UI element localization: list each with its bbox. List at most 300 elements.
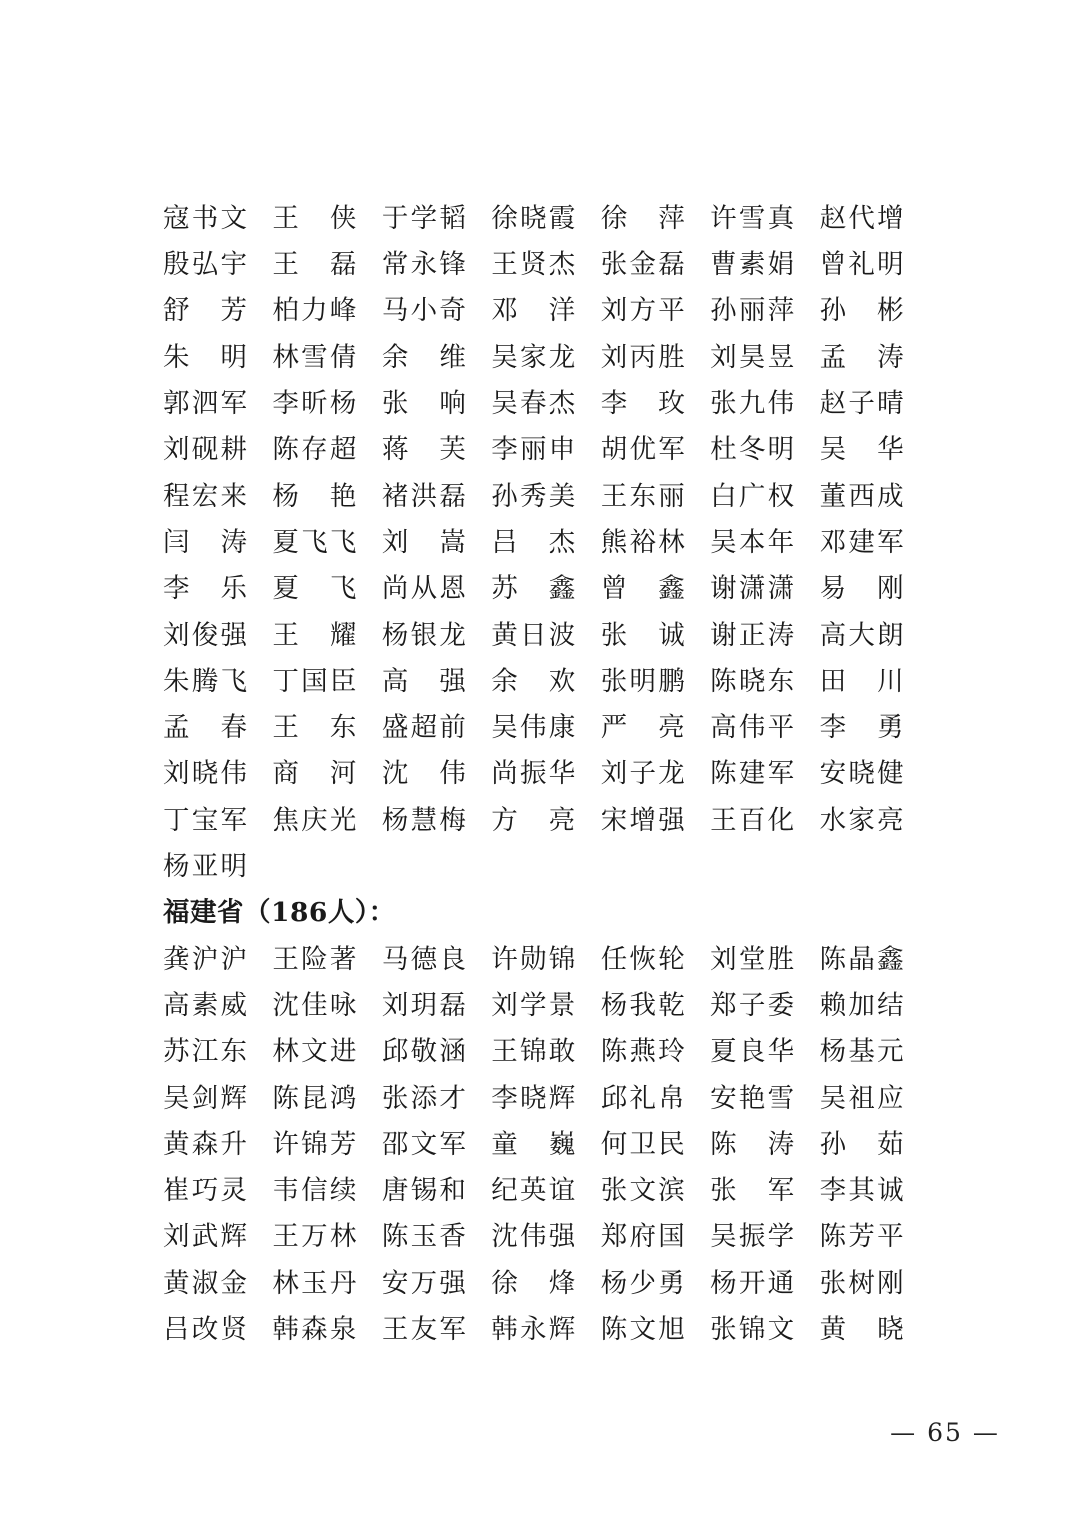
name-char: 巍 bbox=[548, 1128, 576, 1160]
name-char: 陈 bbox=[710, 758, 737, 790]
name-char: 银 bbox=[410, 619, 438, 651]
name-char: 张 bbox=[381, 1082, 409, 1114]
name-char: 景 bbox=[548, 989, 576, 1021]
name-char: 玉 bbox=[410, 1221, 438, 1253]
person-name bbox=[163, 341, 247, 373]
name-char: 耀 bbox=[329, 619, 357, 651]
name-char: 强 bbox=[220, 619, 247, 651]
name-char: 寇 bbox=[163, 202, 190, 234]
name-char: 弘 bbox=[191, 249, 219, 281]
name-char: 光 bbox=[329, 804, 357, 836]
name-char: 宝 bbox=[191, 804, 219, 836]
name-char: 吕 bbox=[491, 526, 518, 558]
name-char: 安 bbox=[381, 1267, 409, 1299]
person-name bbox=[491, 434, 576, 466]
name-char: 伟 bbox=[220, 758, 247, 790]
name-char: 焦 bbox=[272, 804, 299, 836]
name-char: 德 bbox=[410, 943, 438, 975]
name-char: 诚 bbox=[877, 1175, 904, 1207]
name-row bbox=[163, 937, 929, 983]
person-name bbox=[491, 1221, 576, 1253]
person-name bbox=[819, 295, 904, 327]
name-char: 李 bbox=[491, 434, 518, 466]
person-name bbox=[710, 758, 795, 790]
name-char: 书 bbox=[191, 202, 219, 234]
person-name bbox=[710, 1128, 795, 1160]
name-char: 丹 bbox=[329, 1267, 357, 1299]
name-char: 友 bbox=[410, 1314, 438, 1346]
person-name bbox=[381, 1314, 466, 1346]
name-char: 吴 bbox=[491, 341, 518, 373]
name-char: 刘 bbox=[381, 526, 409, 558]
name-char: 锦 bbox=[520, 1036, 547, 1068]
name-char: 余 bbox=[491, 665, 518, 697]
person-name bbox=[819, 1036, 904, 1068]
person-name bbox=[272, 758, 357, 790]
person-name bbox=[272, 249, 357, 281]
name-char: 西 bbox=[848, 480, 875, 512]
name-char: 东 bbox=[329, 712, 357, 744]
name-row bbox=[163, 474, 929, 520]
name-list-content bbox=[163, 196, 929, 1353]
name-char: 慧 bbox=[410, 804, 438, 836]
name-char: 黄 bbox=[163, 1128, 190, 1160]
person-name bbox=[381, 943, 466, 975]
name-char: 咏 bbox=[329, 989, 357, 1021]
name-char: 和 bbox=[439, 1175, 466, 1207]
person-name bbox=[491, 573, 576, 605]
name-char: 锦 bbox=[548, 943, 576, 975]
name-char: 郭 bbox=[163, 388, 190, 420]
person-name bbox=[163, 1314, 247, 1346]
name-char: 庆 bbox=[301, 804, 328, 836]
person-name bbox=[819, 804, 904, 836]
name-char: 平 bbox=[658, 295, 685, 327]
name-char: 杨 bbox=[600, 1267, 628, 1299]
name-char: 尚 bbox=[381, 573, 409, 605]
name-char: 伟 bbox=[520, 1221, 547, 1253]
name-char: 商 bbox=[272, 758, 299, 790]
name-char: 森 bbox=[301, 1314, 328, 1346]
name-char: 夏 bbox=[272, 526, 299, 558]
name-char: 健 bbox=[877, 758, 904, 790]
name-char: 朱 bbox=[163, 341, 190, 373]
person-name bbox=[819, 1128, 904, 1160]
name-char: 飞 bbox=[301, 526, 328, 558]
person-name bbox=[710, 712, 795, 744]
person-name bbox=[163, 712, 247, 744]
name-char: 轮 bbox=[658, 943, 685, 975]
person-name bbox=[600, 1267, 685, 1299]
name-char: 华 bbox=[767, 1036, 795, 1068]
name-char: 王 bbox=[710, 804, 737, 836]
name-char: 勋 bbox=[520, 943, 547, 975]
name-char: 信 bbox=[301, 1175, 328, 1207]
name-char: 方 bbox=[629, 295, 656, 327]
name-char: 辉 bbox=[548, 1082, 576, 1114]
name-char: 张 bbox=[600, 665, 628, 697]
name-char: 水 bbox=[819, 804, 847, 836]
name-char: 振 bbox=[738, 1221, 766, 1253]
name-char: 超 bbox=[329, 434, 357, 466]
person-name bbox=[710, 249, 795, 281]
person-name bbox=[710, 1221, 795, 1253]
name-char: 险 bbox=[301, 943, 328, 975]
name-char: 军 bbox=[767, 1175, 795, 1207]
name-char: 本 bbox=[738, 526, 766, 558]
name-char: 崔 bbox=[163, 1175, 190, 1207]
person-name bbox=[491, 1314, 576, 1346]
name-char: 谊 bbox=[548, 1175, 576, 1207]
name-char: 陈 bbox=[272, 434, 299, 466]
name-char: 飞 bbox=[329, 526, 357, 558]
name-char: 响 bbox=[439, 388, 466, 420]
name-char: 英 bbox=[520, 1175, 547, 1207]
name-char: 平 bbox=[767, 712, 795, 744]
name-char: 军 bbox=[877, 526, 904, 558]
name-char: 刘 bbox=[381, 989, 409, 1021]
name-char: 高 bbox=[163, 989, 190, 1021]
name-char: 胡 bbox=[600, 434, 628, 466]
name-char: 欢 bbox=[548, 665, 576, 697]
person-name bbox=[163, 1175, 247, 1207]
person-name bbox=[163, 665, 247, 697]
name-char: 雪 bbox=[738, 202, 766, 234]
name-char: 堂 bbox=[738, 943, 766, 975]
name-char: 丙 bbox=[629, 341, 656, 373]
name-char: 金 bbox=[629, 249, 656, 281]
person-name bbox=[163, 1082, 247, 1114]
name-char: 辉 bbox=[548, 1314, 576, 1346]
name-char: 舒 bbox=[163, 295, 190, 327]
name-char: 建 bbox=[738, 758, 766, 790]
person-name bbox=[272, 1082, 357, 1114]
name-char: 小 bbox=[410, 295, 438, 327]
name-char: 冬 bbox=[738, 434, 766, 466]
name-char: 亚 bbox=[191, 851, 219, 883]
name-char: 香 bbox=[439, 1221, 466, 1253]
person-name bbox=[710, 1082, 795, 1114]
name-row bbox=[163, 381, 929, 427]
name-char: 王 bbox=[272, 1221, 299, 1253]
name-char: 锋 bbox=[439, 249, 466, 281]
name-char: 王 bbox=[491, 1036, 518, 1068]
name-char: 代 bbox=[848, 202, 875, 234]
name-char: 佳 bbox=[301, 989, 328, 1021]
name-char: 闫 bbox=[163, 526, 190, 558]
name-char: 明 bbox=[877, 249, 904, 281]
person-name bbox=[600, 202, 685, 234]
person-name bbox=[163, 989, 247, 1021]
name-char: 飞 bbox=[329, 573, 357, 605]
person-name bbox=[710, 1175, 795, 1207]
person-name bbox=[272, 341, 357, 373]
name-char: 刚 bbox=[877, 573, 904, 605]
name-char: 潇 bbox=[767, 573, 795, 605]
name-char: 伟 bbox=[738, 712, 766, 744]
name-char: 倩 bbox=[329, 341, 357, 373]
name-char: 年 bbox=[767, 526, 795, 558]
person-name bbox=[600, 1221, 685, 1253]
name-char: 昊 bbox=[738, 341, 766, 373]
person-name bbox=[710, 573, 795, 605]
name-char: 勇 bbox=[658, 1267, 685, 1299]
name-char: 龙 bbox=[658, 758, 685, 790]
person-name bbox=[272, 989, 357, 1021]
name-char: 军 bbox=[220, 804, 247, 836]
name-char: 邱 bbox=[381, 1036, 409, 1068]
name-char: 辉 bbox=[220, 1221, 247, 1253]
name-char: 申 bbox=[548, 434, 576, 466]
person-name bbox=[163, 480, 247, 512]
name-char: 陈 bbox=[710, 1128, 737, 1160]
person-name bbox=[819, 526, 904, 558]
name-char: 著 bbox=[329, 943, 357, 975]
name-char: 陈 bbox=[272, 1082, 299, 1114]
person-name bbox=[163, 1128, 247, 1160]
name-char: 磊 bbox=[439, 989, 466, 1021]
name-char: 素 bbox=[191, 989, 219, 1021]
name-row bbox=[163, 242, 929, 288]
person-name bbox=[600, 434, 685, 466]
name-char: 郑 bbox=[710, 989, 737, 1021]
name-char: 艳 bbox=[329, 480, 357, 512]
name-char: 杨 bbox=[381, 619, 409, 651]
name-char: 孙 bbox=[710, 295, 737, 327]
person-name bbox=[491, 341, 576, 373]
name-char: 通 bbox=[767, 1267, 795, 1299]
name-char: 宏 bbox=[191, 480, 219, 512]
name-char: 王 bbox=[272, 202, 299, 234]
name-char: 乾 bbox=[658, 989, 685, 1021]
person-name bbox=[272, 619, 357, 651]
name-char: 萍 bbox=[658, 202, 685, 234]
name-char: 陈 bbox=[600, 1314, 628, 1346]
person-name bbox=[491, 202, 576, 234]
name-char: 杨 bbox=[819, 1036, 847, 1068]
name-char: 优 bbox=[629, 434, 656, 466]
person-name bbox=[381, 1128, 466, 1160]
name-char: 严 bbox=[600, 712, 628, 744]
name-char: 孙 bbox=[819, 295, 847, 327]
name-char: 林 bbox=[272, 1267, 299, 1299]
name-char: 子 bbox=[629, 758, 656, 790]
person-name bbox=[381, 202, 466, 234]
name-char: 张 bbox=[600, 249, 628, 281]
name-char: 文 bbox=[410, 1128, 438, 1160]
person-name bbox=[491, 526, 576, 558]
name-row bbox=[163, 566, 929, 612]
name-char: 川 bbox=[877, 665, 904, 697]
name-char: 常 bbox=[381, 249, 409, 281]
name-char: 滨 bbox=[658, 1175, 685, 1207]
name-char: 存 bbox=[301, 434, 328, 466]
name-char: 熊 bbox=[600, 526, 628, 558]
name-char: 晓 bbox=[848, 758, 875, 790]
name-char: 学 bbox=[767, 1221, 795, 1253]
name-char: 林 bbox=[272, 1036, 299, 1068]
person-name bbox=[381, 341, 466, 373]
name-char: 梅 bbox=[439, 804, 466, 836]
name-char: 丁 bbox=[163, 804, 190, 836]
name-row bbox=[163, 752, 929, 798]
person-name bbox=[600, 249, 685, 281]
person-name bbox=[491, 989, 576, 1021]
name-char: 赵 bbox=[819, 388, 847, 420]
name-char: 许 bbox=[272, 1128, 299, 1160]
name-char: 刚 bbox=[877, 1267, 904, 1299]
person-name bbox=[272, 202, 357, 234]
person-name bbox=[381, 758, 466, 790]
name-char: 河 bbox=[329, 758, 357, 790]
person-name bbox=[272, 665, 357, 697]
person-name bbox=[491, 619, 576, 651]
name-char: 乐 bbox=[220, 573, 247, 605]
person-name bbox=[381, 434, 466, 466]
name-char: 亮 bbox=[548, 804, 576, 836]
person-name bbox=[710, 480, 795, 512]
name-char: 磊 bbox=[439, 480, 466, 512]
person-name bbox=[819, 202, 904, 234]
name-char: 孙 bbox=[819, 1128, 847, 1160]
name-char: 侠 bbox=[329, 202, 357, 234]
name-char: 曾 bbox=[819, 249, 847, 281]
name-char: 沪 bbox=[191, 943, 219, 975]
name-char: 进 bbox=[329, 1036, 357, 1068]
name-char: 素 bbox=[738, 249, 766, 281]
name-row bbox=[163, 1029, 929, 1075]
name-char: 孟 bbox=[819, 341, 847, 373]
name-char: 玥 bbox=[410, 989, 438, 1021]
name-char: 芳 bbox=[329, 1128, 357, 1160]
name-char: 龙 bbox=[439, 619, 466, 651]
name-char: 杨 bbox=[272, 480, 299, 512]
name-char: 玲 bbox=[658, 1036, 685, 1068]
name-char: 平 bbox=[877, 1221, 904, 1253]
person-name bbox=[710, 341, 795, 373]
name-char: 真 bbox=[767, 202, 795, 234]
name-char: 朗 bbox=[877, 619, 904, 651]
person-name bbox=[381, 619, 466, 651]
name-char: 化 bbox=[767, 804, 795, 836]
name-char: 国 bbox=[301, 665, 328, 697]
name-char: 谢 bbox=[710, 573, 737, 605]
name-char: 剑 bbox=[191, 1082, 219, 1114]
name-char: 昆 bbox=[301, 1082, 328, 1114]
name-char: 方 bbox=[491, 804, 518, 836]
name-char: 礼 bbox=[848, 249, 875, 281]
person-name bbox=[600, 341, 685, 373]
person-name bbox=[272, 1314, 357, 1346]
person-name bbox=[381, 295, 466, 327]
name-char: 贤 bbox=[220, 1314, 247, 1346]
name-char: 续 bbox=[329, 1175, 357, 1207]
person-name bbox=[163, 434, 247, 466]
person-name bbox=[491, 665, 576, 697]
person-name bbox=[163, 943, 247, 975]
name-char: 沈 bbox=[272, 989, 299, 1021]
name-char: 王 bbox=[491, 249, 518, 281]
name-char: 嵩 bbox=[439, 526, 466, 558]
name-char: 李 bbox=[491, 1082, 518, 1114]
name-char: 丽 bbox=[520, 434, 547, 466]
name-char: 鸿 bbox=[329, 1082, 357, 1114]
person-name bbox=[272, 1128, 357, 1160]
name-char: 李 bbox=[600, 388, 628, 420]
name-char: 吴 bbox=[819, 434, 847, 466]
name-char: 陈 bbox=[819, 943, 847, 975]
name-char: 朱 bbox=[163, 665, 190, 697]
name-char: 安 bbox=[819, 758, 847, 790]
person-name bbox=[491, 1036, 576, 1068]
name-char: 开 bbox=[738, 1267, 766, 1299]
person-name bbox=[600, 526, 685, 558]
person-name bbox=[381, 712, 466, 744]
name-char: 赵 bbox=[819, 202, 847, 234]
name-char: 武 bbox=[191, 1221, 219, 1253]
person-name bbox=[600, 1314, 685, 1346]
name-char: 张 bbox=[819, 1267, 847, 1299]
name-char: 董 bbox=[819, 480, 847, 512]
name-char: 林 bbox=[329, 1221, 357, 1253]
name-char: 徐 bbox=[600, 202, 628, 234]
name-char: 伟 bbox=[439, 758, 466, 790]
name-char: 龙 bbox=[548, 341, 576, 373]
name-char: 胜 bbox=[658, 341, 685, 373]
name-char: 军 bbox=[767, 758, 795, 790]
section-heading-text: 福建省（186人）： bbox=[163, 897, 396, 929]
name-char: 锦 bbox=[301, 1128, 328, 1160]
name-char: 春 bbox=[220, 712, 247, 744]
name-char: 沈 bbox=[381, 758, 409, 790]
name-char: 赖 bbox=[819, 989, 847, 1021]
person-name bbox=[491, 712, 576, 744]
name-char: 其 bbox=[848, 1175, 875, 1207]
name-row bbox=[163, 798, 929, 844]
person-name bbox=[600, 619, 685, 651]
name-char: 帛 bbox=[658, 1082, 685, 1114]
name-char: 杜 bbox=[710, 434, 737, 466]
name-char: 锡 bbox=[410, 1175, 438, 1207]
name-char: 贤 bbox=[520, 249, 547, 281]
name-char: 广 bbox=[738, 480, 766, 512]
name-char: 波 bbox=[548, 619, 576, 651]
name-char: 王 bbox=[381, 1314, 409, 1346]
name-char: 恩 bbox=[439, 573, 466, 605]
name-char: 旭 bbox=[658, 1314, 685, 1346]
name-char: 奇 bbox=[439, 295, 466, 327]
name-char: 余 bbox=[381, 341, 409, 373]
name-char: 雪 bbox=[301, 341, 328, 373]
name-char: 黄 bbox=[163, 1267, 190, 1299]
name-char: 潇 bbox=[738, 573, 766, 605]
person-name bbox=[491, 1082, 576, 1114]
person-name bbox=[710, 989, 795, 1021]
name-row bbox=[163, 196, 929, 242]
name-char: 文 bbox=[629, 1175, 656, 1207]
name-char: 泉 bbox=[329, 1314, 357, 1346]
name-char: 韩 bbox=[491, 1314, 518, 1346]
name-char: 卫 bbox=[629, 1128, 656, 1160]
person-name bbox=[710, 1267, 795, 1299]
person-name bbox=[381, 1175, 466, 1207]
person-name bbox=[491, 1128, 576, 1160]
name-char: 文 bbox=[220, 202, 247, 234]
name-char: 洋 bbox=[548, 295, 576, 327]
name-char: 峰 bbox=[329, 295, 357, 327]
name-char: 吴 bbox=[163, 1082, 190, 1114]
person-name bbox=[819, 989, 904, 1021]
